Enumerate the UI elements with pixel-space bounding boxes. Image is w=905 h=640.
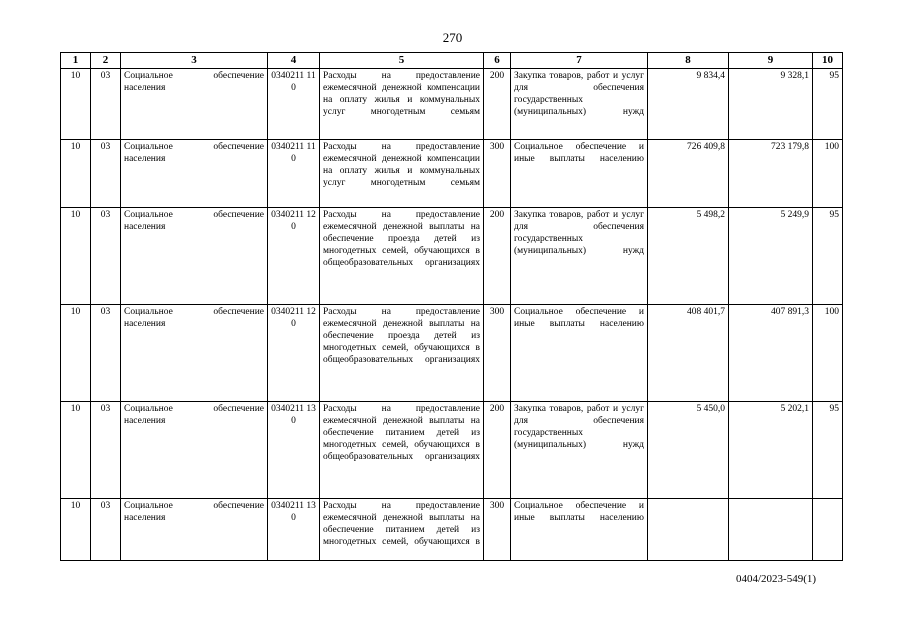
section-code: 10 — [61, 208, 91, 305]
target-article-code: 0340211 110 — [268, 69, 320, 140]
section-code: 10 — [61, 305, 91, 402]
section-name: Социальное обеспечение населения — [121, 499, 268, 561]
table-row — [61, 69, 843, 140]
planned-amount: 5 450,0 — [648, 402, 729, 499]
expense-description: Расходы на предоставление ежемесячной денежной выплаты на обеспечение проезда детей из многодетных семей, обучающихся в общеобразовательных организациях — [320, 305, 484, 402]
expense-type-name: Закупка товаров, работ и услуг для обеспечения государственных (муниципальных) нужд — [511, 402, 648, 499]
expense-type-name: Социальное обеспечение и иные выплаты населению — [511, 499, 648, 561]
planned-amount: 726 409,8 — [648, 140, 729, 208]
target-article-code: 0340211 110 — [268, 140, 320, 208]
planned-amount: 9 834,4 — [648, 69, 729, 140]
column-header: 8 — [648, 53, 729, 69]
column-header: 5 — [320, 53, 484, 69]
table-row — [61, 140, 843, 208]
subsection-code: 03 — [91, 305, 121, 402]
planned-amount: 408 401,7 — [648, 305, 729, 402]
expense-description: Расходы на предоставление ежемесячной денежной компенсации на оплату жилья и коммунальных услуг многодетным семьям — [320, 69, 484, 140]
execution-percent: 95 — [813, 402, 843, 499]
column-header: 2 — [91, 53, 121, 69]
subsection-code: 03 — [91, 499, 121, 561]
section-name: Социальное обеспечение населения — [121, 69, 268, 140]
column-header: 9 — [729, 53, 813, 69]
document-code: 0404/2023-549(1) — [736, 573, 817, 585]
subsection-code: 03 — [91, 402, 121, 499]
section-name: Социальное обеспечение населения — [121, 208, 268, 305]
table-row — [61, 305, 843, 402]
column-header: 1 — [61, 53, 91, 69]
expense-type-name: Закупка товаров, работ и услуг для обеспечения государственных (муниципальных) нужд — [511, 208, 648, 305]
expense-type-code: 200 — [484, 69, 511, 140]
section-code: 10 — [61, 499, 91, 561]
section-code: 10 — [61, 69, 91, 140]
actual-amount: 5 202,1 — [729, 402, 813, 499]
actual-amount — [729, 499, 813, 561]
section-code: 10 — [61, 402, 91, 499]
target-article-code: 0340211 120 — [268, 208, 320, 305]
actual-amount: 407 891,3 — [729, 305, 813, 402]
expense-description: Расходы на предоставление ежемесячной денежной компенсации на оплату жилья и коммунальных услуг многодетным семьям — [320, 140, 484, 208]
expense-type-code: 300 — [484, 499, 511, 561]
expense-type-code: 200 — [484, 402, 511, 499]
expense-type-name: Закупка товаров, работ и услуг для обеспечения государственных (муниципальных) нужд — [511, 69, 648, 140]
column-header: 7 — [511, 53, 648, 69]
execution-percent: 95 — [813, 69, 843, 140]
table-row — [61, 402, 843, 499]
target-article-code: 0340211 130 — [268, 402, 320, 499]
actual-amount: 9 328,1 — [729, 69, 813, 140]
target-article-code: 0340211 120 — [268, 305, 320, 402]
column-header: 6 — [484, 53, 511, 69]
planned-amount: 5 498,2 — [648, 208, 729, 305]
execution-percent: 100 — [813, 305, 843, 402]
budget-table — [60, 52, 843, 561]
section-name: Социальное обеспечение населения — [121, 402, 268, 499]
subsection-code: 03 — [91, 140, 121, 208]
subsection-code: 03 — [91, 208, 121, 305]
expense-type-name: Социальное обеспечение и иные выплаты населению — [511, 305, 648, 402]
expense-description: Расходы на предоставление ежемесячной денежной выплаты на обеспечение проезда детей из многодетных семей, обучающихся в общеобразовательных организациях — [320, 208, 484, 305]
planned-amount — [648, 499, 729, 561]
expense-description: Расходы на предоставление ежемесячной денежной выплаты на обеспечение питанием детей из многодетных семей, обучающихся в общеобразовательных организациях — [320, 402, 484, 499]
column-header: 10 — [813, 53, 843, 69]
column-header: 4 — [268, 53, 320, 69]
table-header-row — [61, 53, 843, 69]
execution-percent: 95 — [813, 208, 843, 305]
actual-amount: 5 249,9 — [729, 208, 813, 305]
section-name: Социальное обеспечение населения — [121, 305, 268, 402]
expense-description: Расходы на предоставление ежемесячной денежной выплаты на обеспечение питанием детей из многодетных семей, обучающихся в — [320, 499, 484, 561]
page-number: 270 — [442, 30, 463, 45]
execution-percent: 100 — [813, 140, 843, 208]
section-code: 10 — [61, 140, 91, 208]
expense-type-code: 300 — [484, 140, 511, 208]
expense-type-code: 200 — [484, 208, 511, 305]
table-row — [61, 499, 843, 561]
subsection-code: 03 — [91, 69, 121, 140]
section-name: Социальное обеспечение населения — [121, 140, 268, 208]
target-article-code: 0340211 130 — [268, 499, 320, 561]
expense-type-name: Социальное обеспечение и иные выплаты населению — [511, 140, 648, 208]
execution-percent — [813, 499, 843, 561]
table-row — [61, 208, 843, 305]
actual-amount: 723 179,8 — [729, 140, 813, 208]
expense-type-code: 300 — [484, 305, 511, 402]
column-header: 3 — [121, 53, 268, 69]
